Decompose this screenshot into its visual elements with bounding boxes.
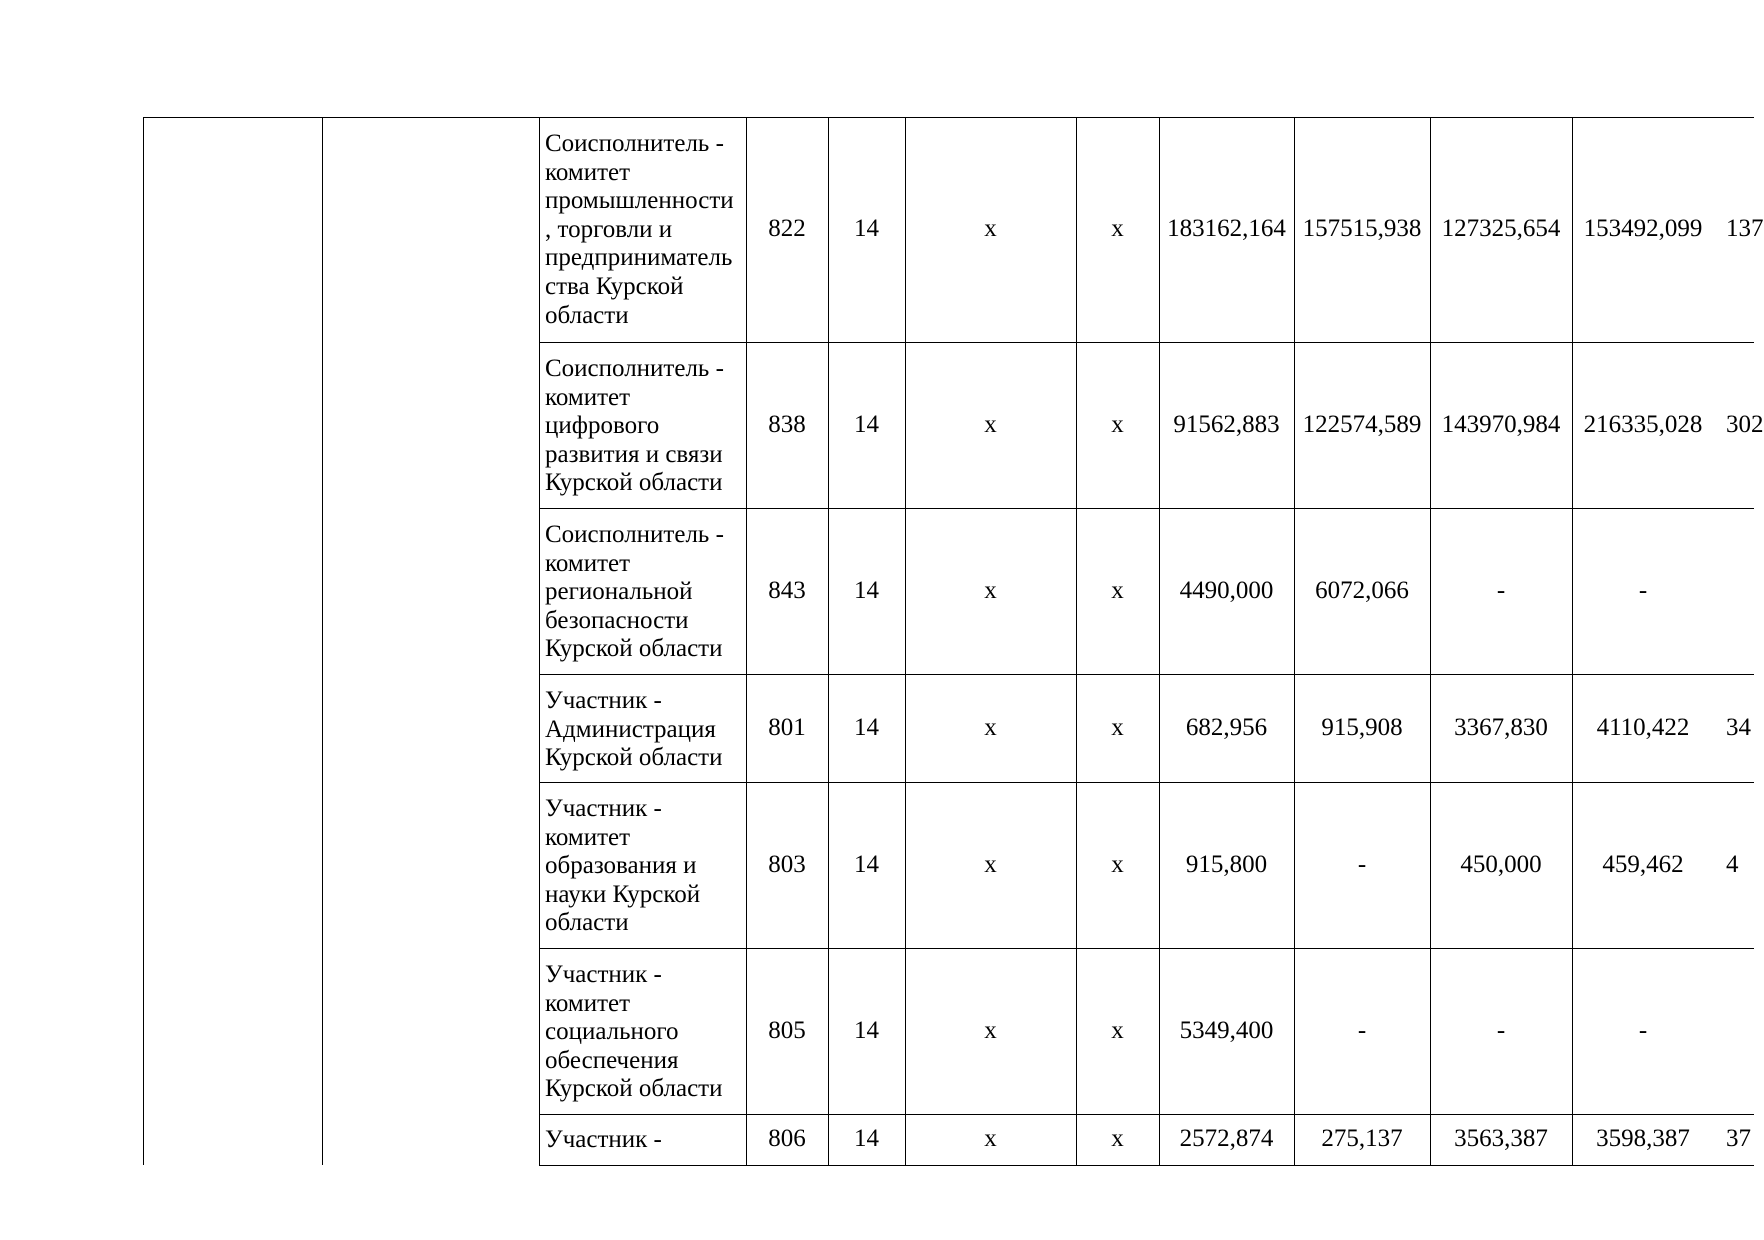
value-cell-x1: х — [984, 576, 997, 604]
row-label-cell: Соисполнитель - комитет промышленности , торговли и предприниматель ства Курской области — [545, 130, 734, 329]
value-cell-v1: 91562,883 — [1173, 410, 1280, 438]
value-cell-x2: х — [1111, 1016, 1124, 1044]
value-cell-v4: 153492,099 — [1583, 215, 1703, 243]
value-cell-x1: х — [984, 713, 997, 741]
value-cell-v5: 137 — [1726, 215, 1764, 243]
value-cell-section: 14 — [854, 1016, 879, 1044]
value-cell-v4: 459,462 — [1602, 850, 1684, 878]
row-label-cell: Участник - комитет социального обеспечения Курской области — [545, 961, 723, 1103]
value-cell-v3: - — [1496, 576, 1506, 604]
value-cell-x2: х — [1111, 850, 1124, 878]
value-cell-code: 838 — [768, 410, 806, 438]
value-cell-x2: х — [1111, 713, 1124, 741]
value-cell-x2: х — [1111, 410, 1124, 438]
value-cell-v1: 2572,874 — [1179, 1125, 1274, 1153]
value-cell-v2: 275,137 — [1321, 1125, 1403, 1153]
value-cell-x1: х — [984, 850, 997, 878]
value-cell-section: 14 — [854, 215, 879, 243]
value-cell-v2: - — [1357, 1016, 1367, 1044]
value-cell-v2: 122574,589 — [1302, 410, 1422, 438]
value-cell-v4: - — [1638, 576, 1648, 604]
value-cell-code: 805 — [768, 1016, 806, 1044]
row-label-cell: Участник - — [545, 1126, 662, 1153]
value-cell-v5: 4 — [1726, 850, 1739, 878]
value-cell-x1: х — [984, 410, 997, 438]
value-cell-v1: 183162,164 — [1167, 215, 1286, 243]
value-cell-v3: - — [1496, 1016, 1506, 1044]
value-cell-v4: 4110,422 — [1596, 713, 1690, 741]
value-cell-v3: 3367,830 — [1454, 713, 1548, 741]
value-cell-code: 801 — [768, 713, 806, 741]
value-cell-section: 14 — [854, 410, 879, 438]
value-cell-v4: 3598,387 — [1596, 1125, 1690, 1153]
value-cell-section: 14 — [854, 713, 879, 741]
value-cell-v1: 5349,400 — [1179, 1016, 1274, 1044]
value-cell-section: 14 — [854, 850, 879, 878]
row-label-cell: Соисполнитель - комитет цифрового развития и связи Курской области — [545, 355, 724, 497]
value-cell-v4: 216335,028 — [1583, 410, 1703, 438]
value-cell-v1: 4490,000 — [1179, 576, 1274, 604]
value-cell-section: 14 — [854, 576, 879, 604]
value-cell-v2: 6072,066 — [1315, 576, 1409, 604]
row-border — [539, 1165, 1754, 1166]
value-cell-x1: х — [984, 1125, 997, 1153]
merged-column-border — [143, 117, 144, 1165]
value-cell-v2: - — [1357, 850, 1367, 878]
merged-column-border — [322, 117, 323, 1165]
value-cell-x2: х — [1111, 576, 1124, 604]
value-cell-code: 803 — [768, 850, 806, 878]
value-cell-v3: 450,000 — [1460, 850, 1542, 878]
value-cell-x2: х — [1111, 1125, 1124, 1153]
row-label-cell: Участник - комитет образования и науки Курской области — [545, 795, 701, 937]
row-label-cell: Соисполнитель - комитет региональной безопасности Курской области — [545, 521, 724, 663]
value-cell-section: 14 — [854, 1125, 879, 1153]
value-cell-v1: 682,956 — [1185, 713, 1268, 741]
value-cell-x1: х — [984, 1016, 997, 1044]
value-cell-v5 — [1714, 948, 1726, 1114]
value-cell-code: 843 — [768, 576, 806, 604]
value-cell-v5: 37 — [1726, 1125, 1751, 1153]
row-label-cell: Участник - Администрация Курской области — [545, 687, 723, 772]
value-cell-v1: 915,800 — [1185, 850, 1268, 878]
value-cell-v5: 302 — [1726, 410, 1764, 438]
value-cell-x2: х — [1111, 215, 1124, 243]
value-cell-v3: 143970,984 — [1441, 410, 1561, 438]
value-cell-code: 822 — [768, 215, 806, 243]
value-cell-code: 806 — [768, 1125, 806, 1153]
value-cell-v3: 127325,654 — [1441, 215, 1561, 243]
value-cell-v5: 34 — [1726, 713, 1751, 741]
value-cell-v4: - — [1638, 1016, 1648, 1044]
value-cell-v5 — [1714, 508, 1726, 674]
value-cell-v2: 915,908 — [1321, 713, 1403, 741]
value-cell-v3: 3563,387 — [1454, 1125, 1548, 1153]
value-cell-x1: х — [984, 215, 997, 243]
value-cell-v2: 157515,938 — [1302, 215, 1422, 243]
